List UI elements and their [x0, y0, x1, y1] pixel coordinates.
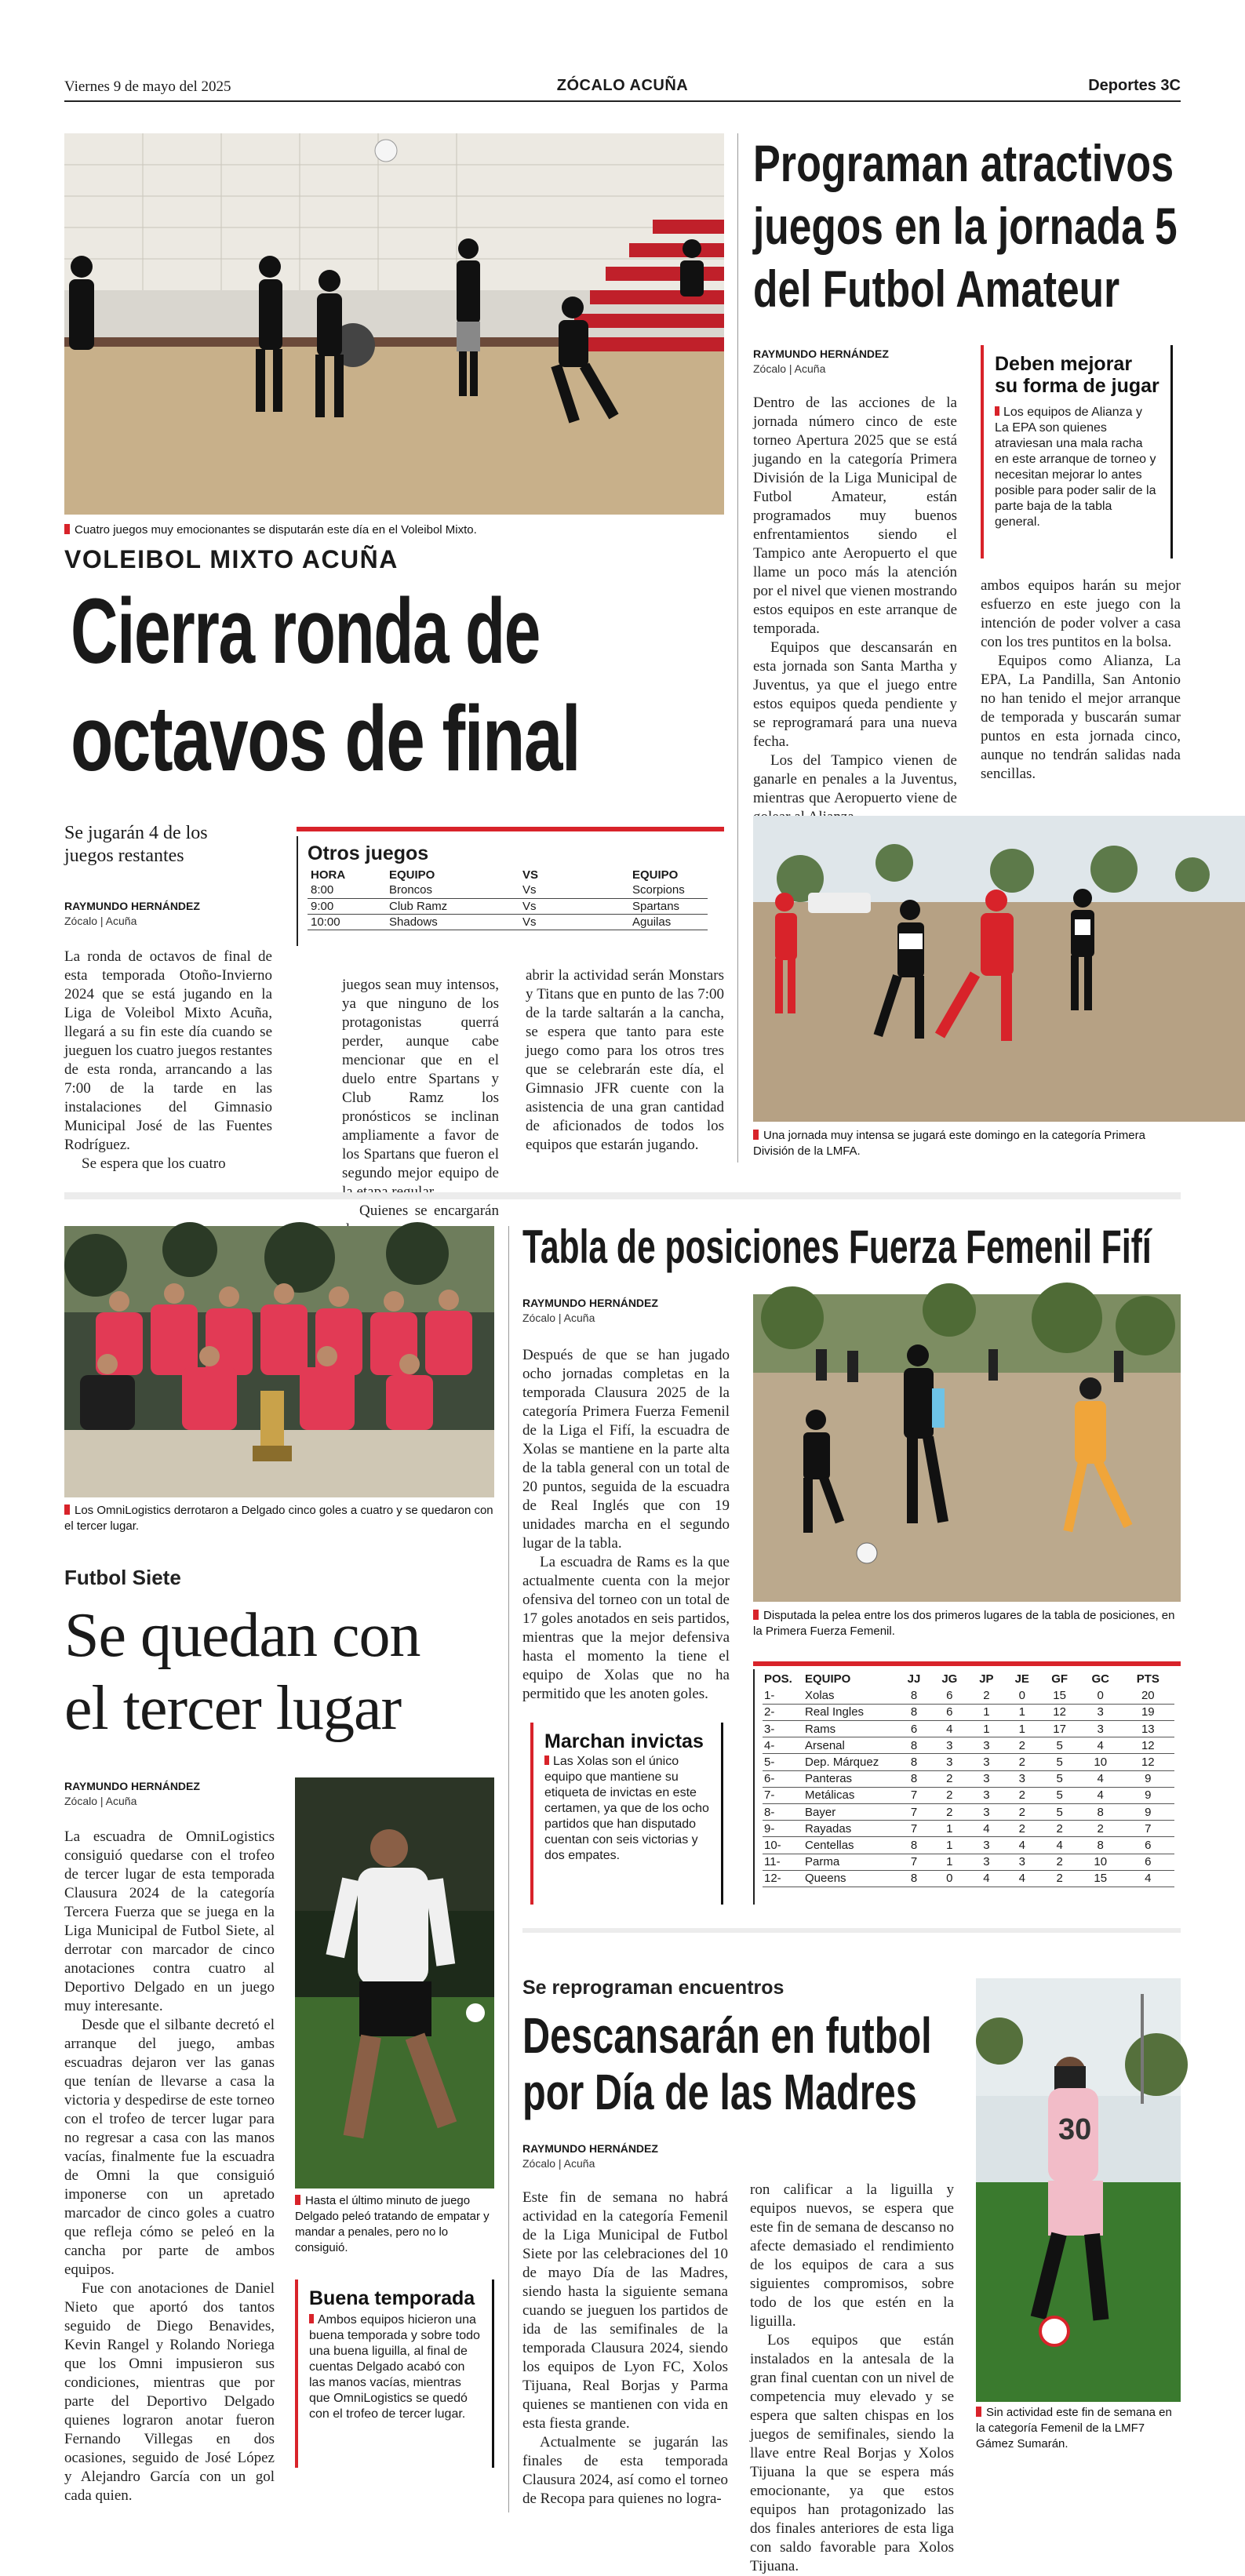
paragraph: Este fin de semana no habrá actividad en la categoría Femenil de la Liga Municipal de Futbol Siete por las celebraciones del 10 de mayo Día de las Madres, siendo hasta la siguiente semana cuando se jueguen los partidos de ida de las semifinales de la temporada Clausura 2024, siendo los equipos de Lyon FC, Xolos Tijuana, Real Borjas y Parma quienes se mantienen con vida en esta fiesta grande. — [522, 2189, 728, 2432]
standings-cell: 12 — [1039, 1704, 1079, 1720]
cell: 10:00 — [308, 914, 386, 930]
femenil-col1 — [522, 1346, 730, 1741]
standings-cell: 3 — [1079, 1721, 1122, 1737]
cell: Spartans — [629, 898, 708, 914]
standings-body — [763, 1687, 1174, 1887]
svg-text:30: 30 — [1058, 2113, 1092, 2146]
box-text — [995, 405, 1159, 530]
standings-cell: 4 — [1004, 1870, 1039, 1887]
standings-cell: 19 — [1122, 1704, 1174, 1720]
cell: Vs — [519, 914, 629, 930]
standings-cell: Rayadas — [803, 1821, 897, 1837]
voleibol-photo — [64, 133, 724, 515]
standings-cell: 1 — [1004, 1704, 1039, 1720]
standings-cell: 9 — [1122, 1770, 1174, 1787]
voleibol-col2 — [342, 976, 499, 1219]
madres-kicker: Se reprograman encuentros — [522, 1977, 784, 1999]
standings-cell: 8 — [897, 1754, 930, 1770]
gym-scene-image — [64, 133, 724, 515]
standings-cell: Xolas — [803, 1687, 897, 1704]
location: Zócalo | Acuña — [522, 2157, 595, 2170]
column-divider-lower — [508, 1226, 509, 2512]
standings-cell: 2 — [1039, 1870, 1079, 1887]
cell: 8:00 — [308, 882, 386, 898]
standings-cell: 3 — [930, 1754, 969, 1770]
standings-cell: 2 — [1004, 1821, 1039, 1837]
paragraph: juegos sean muy intensos, ya que ninguno de los protagonistas querrá perder, aunque cabe mencionar que en el duelo entre Spartans y Club Ramz los pronósticos se inclinan ampliamente a favor de los Spartans que fueron el segundo mejor equipo de — [342, 977, 499, 1181]
standings-cell: 2 — [1039, 1821, 1079, 1837]
table-row — [763, 1821, 1174, 1837]
table-row — [308, 914, 708, 930]
amateur-photo — [753, 816, 1245, 1122]
standings-cell: 3 — [969, 1837, 1004, 1854]
amateur-headline-line1: Programan atractivos — [753, 134, 1174, 192]
futbol-siete-col1 — [64, 1828, 275, 2512]
standings-cell: 8 — [897, 1737, 930, 1754]
caption-text: Cuatro juegos muy emocionantes se disputarán este día en el Voleibol Mixto. — [75, 523, 477, 537]
standings-cell: 2 — [1039, 1854, 1079, 1870]
table-row — [763, 1854, 1174, 1870]
author: RAYMUNDO HERNÁNDEZ — [753, 347, 889, 360]
standings-cell: 7 — [897, 1787, 930, 1803]
voleibol-byline — [64, 899, 200, 929]
standings-cell: 6- — [763, 1770, 803, 1787]
standings-cell: 4 — [1039, 1837, 1079, 1854]
standings-cell: 2 — [1004, 1737, 1039, 1754]
cell: Club Ramz — [386, 898, 519, 914]
amateur-headline-line2: juegos en la jornada 5 — [753, 197, 1178, 255]
otros-juegos-box — [297, 836, 724, 946]
standings-cell: 9 — [1122, 1787, 1174, 1803]
madres-photo — [976, 1978, 1181, 2402]
standings-table — [763, 1671, 1174, 1887]
standings-cell: 4 — [969, 1870, 1004, 1887]
table-row — [763, 1870, 1174, 1887]
standings-cell: 3 — [1079, 1704, 1122, 1720]
paragraph: Actualmente se jugarán las finales de esta temporada Clausura 2024, así como el torneo de Recopa para quienes no logra- — [522, 2434, 728, 2507]
amateur-col2 — [981, 577, 1181, 802]
box-text — [309, 2312, 481, 2422]
table-row — [763, 1737, 1174, 1754]
inner-separator — [522, 1928, 1181, 1933]
standings-cell: 9- — [763, 1821, 803, 1837]
column-divider — [737, 133, 738, 1162]
caption-text: Disputada la pelea entre los dos primeros lugares de la tabla de posiciones, en la Primera Fuerza Femenil. — [753, 1609, 1175, 1638]
voleibol-photo-caption — [64, 522, 724, 538]
caption-text: Hasta el último minuto de juego Delgado peleó tratando de empatar y mandar a penales, pero no lo consiguió. — [295, 2194, 490, 2254]
standings-cell: 5- — [763, 1754, 803, 1770]
table-row — [763, 1754, 1174, 1770]
table-row — [763, 1687, 1174, 1704]
standings-cell: Bayer — [803, 1804, 897, 1821]
table-header — [763, 1671, 1174, 1687]
standings-cell: 12- — [763, 1870, 803, 1887]
cell: Broncos — [386, 882, 519, 898]
standings-cell: 11- — [763, 1854, 803, 1870]
standings-cell: 1 — [1004, 1721, 1039, 1737]
paragraph: Después de que se han jugado ocho jornadas completas en la temporada Clausura 2025 de la categoría Primera Fuerza Femenil de la Liga el Fifí, la escuadra de Xolas se mantiene en la parte alta de la tabla general con un total de 20 puntos, seguida de la escuadra de Real Inglés que con 19 unidades marcha en el segundo lugar de la tabla. — [522, 1347, 730, 1552]
standings-cell: 4 — [1079, 1787, 1122, 1803]
paragraph: Fue con anotaciones de Daniel Nieto que aportó dos tantos seguido de Diego Benavides, Kevin Rangel y Rolando Noriega que los Omni impusieron sus condiciones, mientras que por parte del Deportivo Delgado quienes lograron anotar fueron Fernando Villegas en dos ocasiones, seguido de José López y Alejandro García con un gol cada quien. — [64, 2280, 275, 2504]
standings-cell: 8 — [897, 1687, 930, 1704]
standings-cell: 4 — [1004, 1837, 1039, 1854]
paragraph: Dentro de las acciones de la jornada número cinco de este torneo Apertura 2025 que se está jugando en la categoría Primera División de la Liga Municipal de Futbol Amateur, están programados muy buenos enfrentamientos siendo el Tampico ante Aeropuerto el que llame un poco más la atención por el nivel que vienen mostrando estos equipos en este arranque de temporada. — [753, 395, 957, 637]
standings-cell: 7 — [1122, 1821, 1174, 1837]
standings-cell: Parma — [803, 1854, 897, 1870]
th-gc: GC — [1091, 1672, 1109, 1686]
standings-cell: 5 — [1039, 1737, 1079, 1754]
delgado-photo-caption — [295, 2193, 497, 2256]
standings-cell: 4 — [969, 1821, 1004, 1837]
author: RAYMUNDO HERNÁNDEZ — [522, 2142, 658, 2155]
paragraph: Quienes se encargarán — [359, 1202, 499, 1219]
paragraph: Se espera que los cuatro — [82, 1155, 226, 1172]
standings-cell: 0 — [930, 1870, 969, 1887]
standings-cell: Queens — [803, 1870, 897, 1887]
th-pos: POS. — [764, 1672, 792, 1686]
paragraph: La escuadra de Rams es la que actualmente cuenta con la mejor ofensiva del torneo con un total de 17 goles anotados en seis partidos, mientras que la mejor defensiva hasta el momento la tiene el equipo de Xolas que no ha permitido que les anoten goles. — [522, 1554, 730, 1702]
standings-cell: 8 — [1079, 1804, 1122, 1821]
standings-cell: 8 — [1079, 1837, 1122, 1854]
paragraph: Equipos como Alianza, La EPA, La Pandilla, San Antonio no han tenido el mejor arranque de temporada y buscarán sumar puntos en esta jornada cinco, aunque no tendrán salidas nada sencillas. — [981, 653, 1181, 782]
standings-cell: 4 — [1079, 1737, 1122, 1754]
standings-cell: 13 — [1122, 1721, 1174, 1737]
amateur-headline-line3: del Futbol Amateur — [753, 260, 1120, 318]
box-text — [544, 1754, 710, 1864]
standings-cell: 2 — [1004, 1787, 1039, 1803]
box-title: Marchan invictas — [544, 1730, 704, 1752]
standings-cell: 6 — [930, 1704, 969, 1720]
th-equipo: EQUIPO — [805, 1672, 851, 1686]
standings-cell: 1- — [763, 1687, 803, 1704]
voleibol-headline-line2: octavos de final — [71, 687, 581, 791]
author: RAYMUNDO HERNÁNDEZ — [522, 1297, 658, 1309]
caption-text: Una jornada muy intensa se jugará este domingo en la categoría Primera División de la LMFA. — [753, 1129, 1145, 1158]
soccer-field-image — [753, 816, 1245, 1122]
standings-cell: 1 — [930, 1821, 969, 1837]
table-row — [763, 1704, 1174, 1720]
madres-photo-caption — [976, 2405, 1181, 2452]
standings-cell: 8 — [897, 1770, 930, 1787]
standings-cell: 4 — [1079, 1770, 1122, 1787]
madres-headline-line2: por Día de las Madres — [522, 2064, 917, 2120]
paragraph: ambos equipos harán su mejor esfuerzo en este juego con la intención de poder volver a casa con los tres puntitos en la bolsa. — [981, 577, 1181, 650]
table-row — [763, 1837, 1174, 1854]
standings-cell: 4- — [763, 1737, 803, 1754]
box-title: Deben mejorar su forma de jugar — [995, 353, 1159, 397]
team-photo-image — [64, 1226, 494, 1497]
femenil-headline: Tabla de posiciones Fuerza Femenil Fifí — [522, 1221, 1152, 1273]
standings-cell: Dep. Márquez — [803, 1754, 897, 1770]
standings-table-wrap — [753, 1669, 1181, 1905]
table-row — [308, 882, 708, 898]
standings-cell: 2 — [1004, 1754, 1039, 1770]
madres-col2 — [750, 2181, 954, 2574]
femenil-photo — [753, 1294, 1181, 1602]
standings-cell: 8 — [897, 1837, 930, 1854]
author: RAYMUNDO HERNÁNDEZ — [64, 900, 200, 912]
th-jp: JP — [979, 1672, 994, 1686]
otros-juegos-table — [308, 867, 708, 930]
standings-cell: 6 — [930, 1687, 969, 1704]
voleibol-col1 — [64, 948, 272, 1172]
standings-cell: 2 — [969, 1687, 1004, 1704]
standings-cell: Panteras — [803, 1770, 897, 1787]
standings-cell: 6 — [897, 1721, 930, 1737]
standings-cell: 4 — [930, 1721, 969, 1737]
cell: Vs — [519, 882, 629, 898]
th-jj: JJ — [907, 1672, 921, 1686]
player-photo-image — [295, 1777, 494, 2189]
section-separator — [64, 1192, 1181, 1199]
box-body: Ambos equipos hicieron una buena temporada y sobre todo una buena liguilla, al final de cuentas Delgado acabó con las manos vacías, mientras que OmniLogistics se quedó con el trofeo de tercer lugar. — [309, 2313, 480, 2421]
paragraph: Equipos que descansarán en esta jornada son Santa Martha y Juventus, ya que el juego entre estos equipos queda pendiente y se reprogramará para una nueva fecha. — [753, 639, 957, 750]
standings-cell: 2- — [763, 1704, 803, 1720]
standings-cell: 10 — [1079, 1854, 1122, 1870]
standings-cell: 6 — [1122, 1837, 1174, 1854]
standings-cell: 7 — [897, 1804, 930, 1821]
author: RAYMUNDO HERNÁNDEZ — [64, 1780, 200, 1792]
th-gf: GF — [1051, 1672, 1068, 1686]
futbol-siete-headline-line1: Se quedan con — [64, 1601, 420, 1670]
madres-headline-line1: Descansarán en futbol — [522, 2007, 932, 2064]
standings-cell: 20 — [1122, 1687, 1174, 1704]
th-je: JE — [1014, 1672, 1029, 1686]
amateur-byline — [753, 347, 889, 377]
standings-cell: 3 — [969, 1737, 1004, 1754]
paragraph: abrir la actividad serán Monstars y Titans que en punto de las 7:00 de la tarde saltarán a la cancha, se espera que tanto para este juego como para los otros tres que se celebrarán este día, el Gimnasio JFR cuente con la asistencia de una gran cantidad de aficionados de todos los equipos que estarán jugando. — [526, 967, 724, 1153]
standings-cell: 2 — [930, 1804, 969, 1821]
newspaper-name: ZÓCALO ACUÑA — [556, 77, 689, 94]
standings-cell: 10- — [763, 1837, 803, 1854]
futbol-siete-kicker: Futbol Siete — [64, 1566, 181, 1589]
femenil-photo-caption — [753, 1608, 1181, 1639]
location: Zócalo | Acuña — [64, 1795, 137, 1807]
standings-cell: 7 — [897, 1821, 930, 1837]
amateur-photo-caption — [753, 1128, 1177, 1159]
standings-cell: 5 — [1039, 1770, 1079, 1787]
standings-cell: 17 — [1039, 1721, 1079, 1737]
standings-top-rule — [753, 1661, 1181, 1666]
th-jg: JG — [941, 1672, 958, 1686]
table-row — [308, 898, 708, 914]
standings-cell: 7 — [897, 1854, 930, 1870]
otros-juegos-title: Otros juegos — [308, 842, 429, 864]
cell: Vs — [519, 898, 629, 914]
voleibol-col3 — [526, 966, 724, 1155]
standings-cell: 10 — [1079, 1754, 1122, 1770]
paragraph: La ronda de octavos de final de esta temporada Otoño-Invierno 2024 que se está jugando en la Liga de Voleibol Mixto Acuña, llegará a su fin este día cuando se jueguen los cuatro juegos restantes de esta ronda, arrancando a las 7:00 de la tarde en las instalaciones del Gimnasio Municipal José de las Fuentes Rodríguez. — [64, 948, 272, 1153]
standings-cell: 3 — [969, 1754, 1004, 1770]
standings-cell: 3 — [969, 1787, 1004, 1803]
page-date: Viernes 9 de mayo del 2025 — [64, 78, 231, 95]
standings-cell: 5 — [1039, 1754, 1079, 1770]
standings-cell: 9 — [1122, 1804, 1174, 1821]
standings-cell: 2 — [1004, 1804, 1039, 1821]
femenil-byline — [522, 1296, 658, 1326]
standings-cell: 8 — [897, 1870, 930, 1887]
th-vs: VS — [522, 868, 539, 882]
standings-cell: 2 — [1079, 1821, 1122, 1837]
paragraph: Desde que el silbante decretó el arranque del juego, ambas escuadras dejaron ver las ganas que tenían de llevarse a casa la victoria y despedirse de este torneo con el trofeo de tercer lugar para no regresar a casa con las manos vacías, finalmente fue la escuadra de Omni la que consiguió imponerse con un apretado marcador de cinco goles a cuatro que refleja cómo se peleó en la cancha por parte de ambos equipos. — [64, 2017, 275, 2278]
cell: 9:00 — [308, 898, 386, 914]
standings-cell: 0 — [1004, 1687, 1039, 1704]
paragraph: ron calificar a la liguilla y equipos nuevos, se espera que este fin de semana de descanso no afecte demasiado el rendimiento de los equipos de cara a sus siguientes compromisos, sobre todo de los que estén en la liguilla. — [750, 2181, 954, 2330]
standings-cell: 12 — [1122, 1737, 1174, 1754]
table-row — [763, 1770, 1174, 1787]
standings-cell: 3 — [969, 1804, 1004, 1821]
location: Zócalo | Acuña — [522, 1312, 595, 1324]
standings-cell: 2 — [930, 1770, 969, 1787]
table-row — [763, 1804, 1174, 1821]
th-pts: PTS — [1136, 1672, 1159, 1686]
female-player-image — [976, 1978, 1181, 2402]
standings-cell: 3 — [1004, 1854, 1039, 1870]
paragraph: La escuadra de OmniLogistics consiguió quedarse con el trofeo de tercer lugar de esta temporada Clausura 2024 de la categoría Tercera Fuerza que se juega en la Liga Municipal de Futbol Siete, al derrotar con marcador de cinco anotaciones contra cuatro al Deportivo Delgado en un juego muy interesante. — [64, 1828, 275, 2014]
standings-cell: Arsenal — [803, 1737, 897, 1754]
standings-cell: 8- — [763, 1804, 803, 1821]
standings-cell: 1 — [969, 1704, 1004, 1720]
buena-temporada-box — [295, 2279, 494, 2468]
caption-text: Los OmniLogistics derrotaron a Delgado cinco goles a cuatro y se quedaron con el tercer lugar. — [64, 1504, 493, 1533]
table-row — [763, 1721, 1174, 1737]
paragraph: Los equipos que están instalados en la antesala de la gran final cuentan con un nivel de competencia muy elevado y se espera que salten chispas en los juegos de semifinales, siendo la llave entre Real Borjas y Xolos Tijuana la que se espera más emocionante, ya que estos equipos han protagonizado las dos finales anteriores de esta liga con saldo favorable para Xolos Tijuana. — [750, 2332, 954, 2574]
omnilogistics-photo — [64, 1226, 494, 1497]
standings-cell: 7- — [763, 1787, 803, 1803]
caption-text: Sin actividad este fin de semana en la categoría Femenil de la LMF7 Gámez Sumarán. — [976, 2406, 1172, 2450]
th-hora: HORA — [311, 868, 346, 882]
box-body: Las Xolas son el único equipo que mantiene su etiqueta de invictas en este certamen, ya que de los ocho partidos que han disputado cuentan con seis victorias y dos empates. — [544, 1755, 709, 1862]
standings-cell: 0 — [1079, 1687, 1122, 1704]
section-page: Deportes 3C — [1088, 77, 1181, 94]
omnilogistics-photo-caption — [64, 1503, 494, 1534]
voleibol-deck: Se jugarán 4 de los juegos restantes — [64, 823, 208, 866]
amateur-col1 — [753, 394, 957, 806]
th-equipo-b: EQUIPO — [632, 868, 679, 882]
standings-cell: 5 — [1039, 1804, 1079, 1821]
location: Zócalo | Acuña — [64, 915, 137, 927]
standings-cell: 3 — [1004, 1770, 1039, 1787]
standings-cell: 5 — [1039, 1787, 1079, 1803]
standings-cell: 3 — [969, 1854, 1004, 1870]
futbol-siete-byline — [64, 1779, 200, 1809]
standings-cell: 15 — [1079, 1870, 1122, 1887]
cell: Scorpions — [629, 882, 708, 898]
box-title: Buena temporada — [309, 2287, 475, 2309]
standings-cell: 1 — [930, 1854, 969, 1870]
cell: Aguilas — [629, 914, 708, 930]
standings-cell: 3 — [930, 1737, 969, 1754]
standings-cell: Rams — [803, 1721, 897, 1737]
standings-cell: Centellas — [803, 1837, 897, 1854]
women-soccer-image — [753, 1294, 1181, 1602]
standings-cell: Metálicas — [803, 1787, 897, 1803]
delgado-photo — [295, 1777, 494, 2189]
table-row — [763, 1787, 1174, 1803]
standings-cell: 6 — [1122, 1854, 1174, 1870]
marchan-invictas-box — [530, 1723, 723, 1905]
futbol-siete-headline-line2: el tercer lugar — [64, 1674, 402, 1743]
header-rule — [64, 100, 1181, 102]
standings-cell: 15 — [1039, 1687, 1079, 1704]
voleibol-headline-line1: Cierra ronda de — [71, 580, 540, 683]
location: Zócalo | Acuña — [753, 362, 826, 375]
madres-col1 — [522, 2189, 728, 2510]
box-body: Los equipos de Alianza y La EPA son quienes atraviesan una mala racha en este arranque de torneo y necesitan mejorar lo antes posible para poder salir de la parte baja de la tabla general. — [995, 406, 1156, 529]
madres-byline — [522, 2141, 658, 2171]
standings-cell: Real Ingles — [803, 1704, 897, 1720]
standings-cell: 4 — [1122, 1870, 1174, 1887]
standings-cell: 2 — [930, 1787, 969, 1803]
standings-cell: 12 — [1122, 1754, 1174, 1770]
cell: Shadows — [386, 914, 519, 930]
standings-cell: 1 — [969, 1721, 1004, 1737]
th-equipo-a: EQUIPO — [389, 868, 435, 882]
amateur-sidebar-box — [981, 345, 1173, 558]
otros-juegos-rule — [297, 827, 724, 831]
standings-cell: 8 — [897, 1704, 930, 1720]
standings-cell: 3- — [763, 1721, 803, 1737]
paragraph: Los del Tampico vienen de ganarle en penales a la Juventus, mientras que Aeropuerto viene de — [753, 752, 957, 806]
standings-cell: 1 — [930, 1837, 969, 1854]
voleibol-kicker: VOLEIBOL MIXTO ACUÑA — [64, 545, 399, 573]
standings-cell: 3 — [969, 1770, 1004, 1787]
